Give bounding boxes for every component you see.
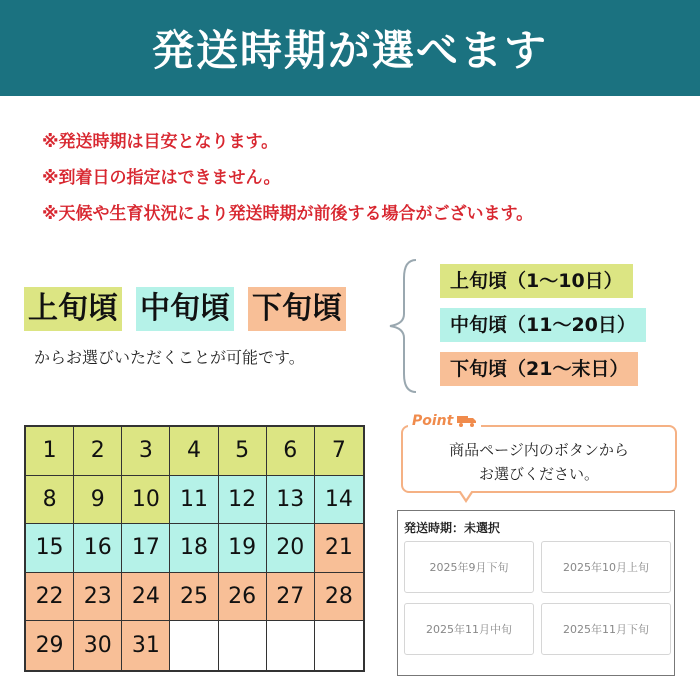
- calendar-grid: [24, 425, 365, 672]
- shipping-panel: [397, 510, 675, 676]
- calendar-day: 2: [74, 427, 122, 476]
- calendar-day: 24: [122, 573, 170, 622]
- calendar-day: 31: [122, 621, 170, 670]
- point-text-line: 商品ページ内のボタンから: [449, 441, 629, 459]
- range-mid: 中旬頃（11〜20日）: [440, 308, 646, 342]
- calendar-day: [170, 621, 218, 670]
- calendar-day: 8: [26, 476, 74, 525]
- calendar-day: [267, 621, 315, 670]
- calendar-day: 27: [267, 573, 315, 622]
- calendar-day: 1: [26, 427, 74, 476]
- calendar-day: 11: [170, 476, 218, 525]
- calendar-day: 25: [170, 573, 218, 622]
- shipping-title: 発送時期：未選択: [404, 521, 501, 535]
- calendar-day: 26: [219, 573, 267, 622]
- calendar-day: 22: [26, 573, 74, 622]
- range-early: 上旬頃（1〜10日）: [440, 264, 633, 298]
- brace-icon: [382, 258, 422, 394]
- calendar-day: 19: [219, 524, 267, 573]
- period-mid-chip: 中旬頃: [136, 287, 234, 331]
- note-item: ※発送時期は目安となります。: [42, 132, 279, 152]
- calendar-day: 18: [170, 524, 218, 573]
- calendar-day: 30: [74, 621, 122, 670]
- calendar-day: 29: [26, 621, 74, 670]
- point-label: [408, 413, 481, 429]
- calendar-day: 14: [315, 476, 363, 525]
- calendar-day: 16: [74, 524, 122, 573]
- calendar-day: 6: [267, 427, 315, 476]
- shipping-option[interactable]: 2025年11月下旬: [541, 603, 671, 655]
- shipping-option[interactable]: 2025年9月下旬: [404, 541, 534, 593]
- calendar-day: 28: [315, 573, 363, 622]
- calendar-day: 5: [219, 427, 267, 476]
- page-title: 発送時期が選べます: [151, 26, 548, 75]
- period-late-chip: 下旬頃: [248, 287, 346, 331]
- point-label-text: Point: [412, 413, 454, 429]
- calendar-day: 4: [170, 427, 218, 476]
- shipping-option[interactable]: 2025年10月上旬: [541, 541, 671, 593]
- choose-text: からお選びいただくことが可能です。: [34, 348, 305, 367]
- point-text-line: お選びください。: [478, 465, 599, 483]
- range-late: 下旬頃（21〜末日）: [440, 352, 638, 386]
- note-item: ※天候や生育状況により発送時期が前後する場合がございます。: [42, 204, 534, 224]
- calendar-day: 15: [26, 524, 74, 573]
- note-item: ※到着日の指定はできません。: [42, 168, 281, 188]
- calendar-day: 13: [267, 476, 315, 525]
- notes-list: [42, 124, 533, 232]
- calendar-day: [315, 621, 363, 670]
- calendar-day: 17: [122, 524, 170, 573]
- calendar-day: 12: [219, 476, 267, 525]
- calendar-day: 9: [74, 476, 122, 525]
- truck-icon: [457, 415, 477, 427]
- point-text: [410, 438, 668, 486]
- period-ranges: [440, 264, 646, 396]
- calendar-day: 23: [74, 573, 122, 622]
- page-header: [0, 0, 700, 96]
- calendar-day: [219, 621, 267, 670]
- calendar-day: 3: [122, 427, 170, 476]
- shipping-option[interactable]: 2025年11月中旬: [404, 603, 534, 655]
- period-chips: [24, 287, 346, 331]
- calendar-day: 20: [267, 524, 315, 573]
- callout-tail-inner: [460, 490, 472, 499]
- calendar-day: 21: [315, 524, 363, 573]
- calendar-day: 7: [315, 427, 363, 476]
- period-early-chip: 上旬頃: [24, 287, 122, 331]
- calendar-day: 10: [122, 476, 170, 525]
